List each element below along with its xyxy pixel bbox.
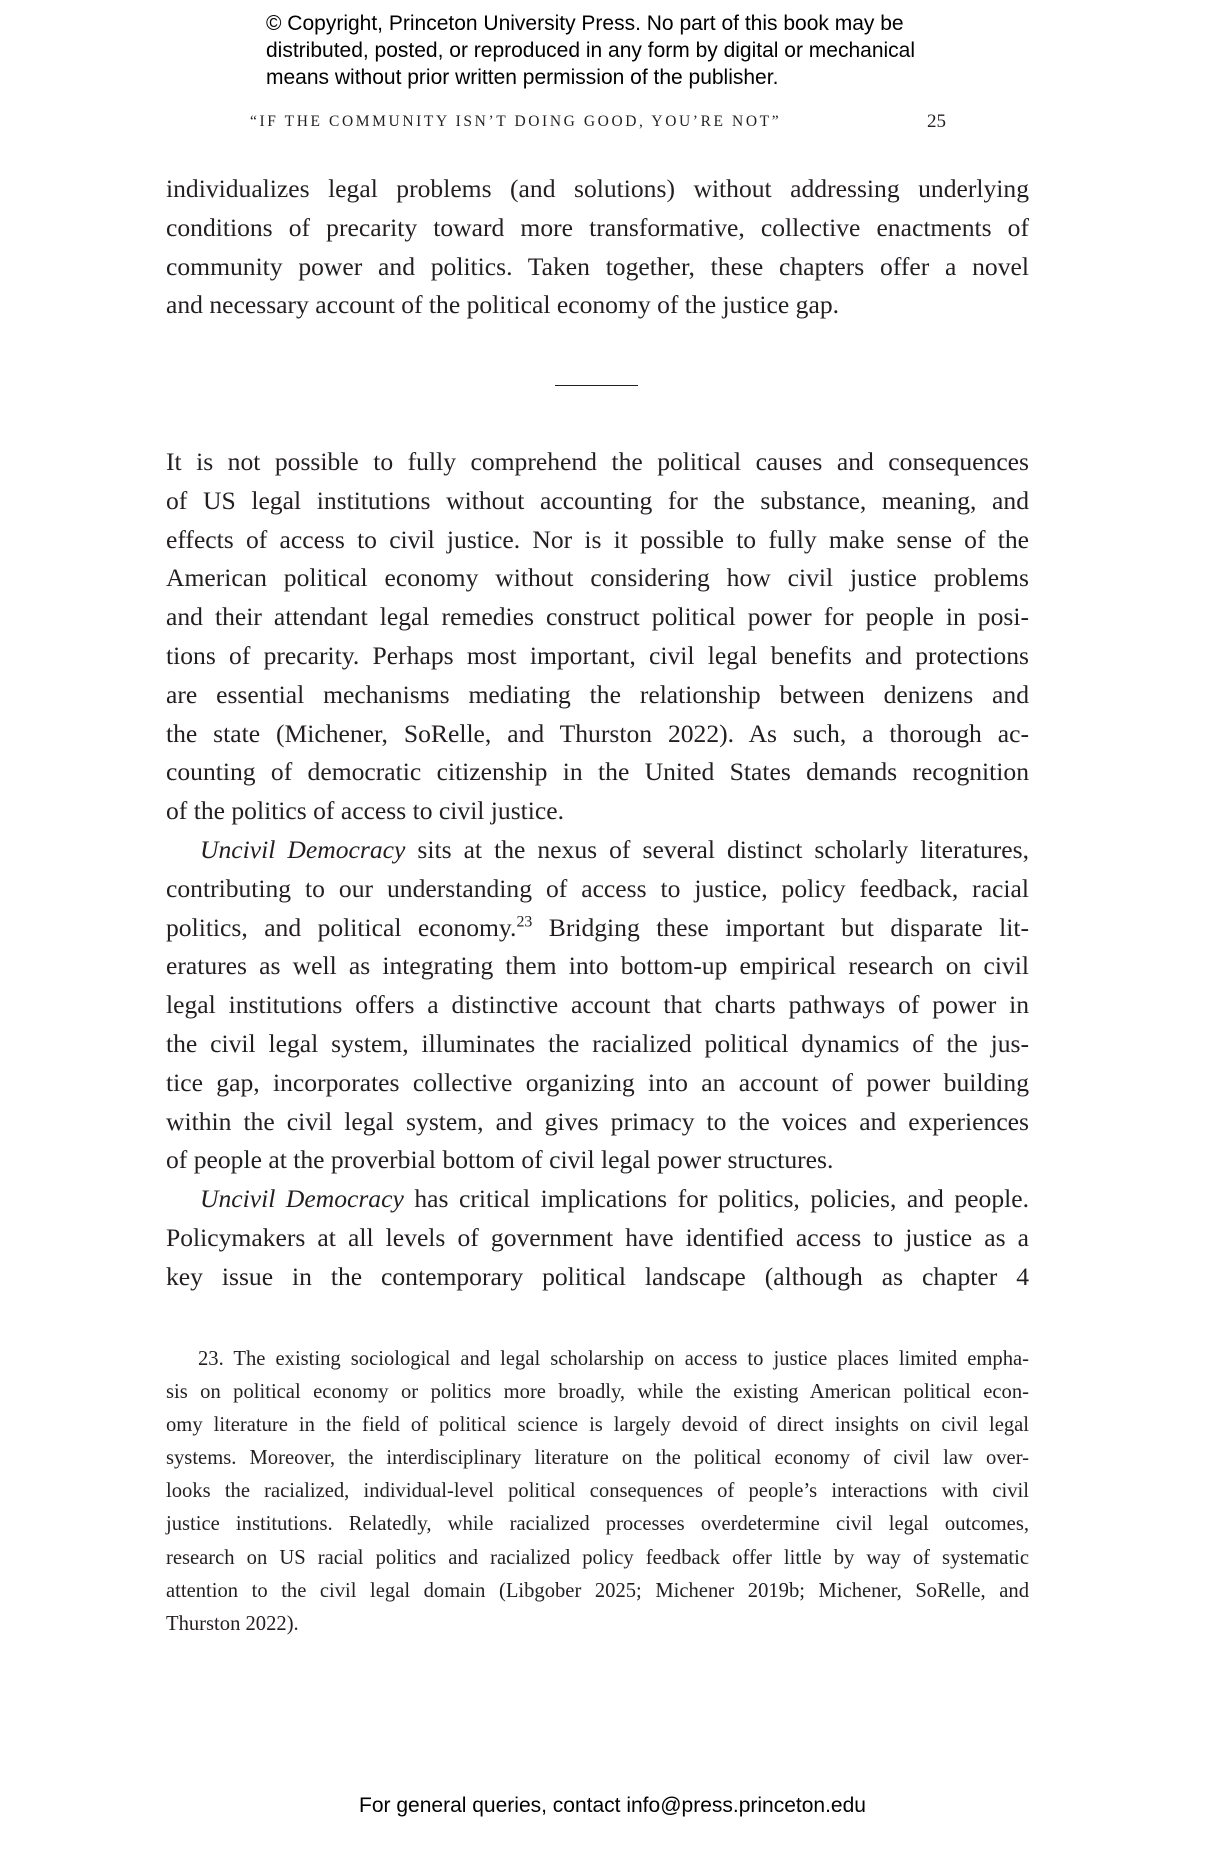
text-segment: looks the racialized, individual-level political consequences of people’s interactions with civil xyxy=(166,1480,1029,1503)
text-segment: American political economy without considering how civil justice problems xyxy=(166,563,1029,593)
text-segment: within the civil legal system, and gives primacy to the voices and experiences xyxy=(166,1106,1029,1136)
text-line xyxy=(166,1442,1029,1475)
text-line xyxy=(166,209,1029,248)
text-segment: systems. Moreover, the interdisciplinary literature on the political economy of civil law over- xyxy=(166,1447,1029,1470)
text-line xyxy=(166,637,1029,676)
text-segment: individualizes legal problems (and solutions) without addressing underlying xyxy=(166,174,1029,203)
text-segment: effects of access to civil justice. Nor is it possible to fully make sense of the xyxy=(166,524,1029,554)
text-segment: of US legal institutions without accounting for the substance, meaning, and xyxy=(166,485,1029,515)
body-text-block-2 xyxy=(166,443,1029,1297)
text-segment: of people at the proverbial bottom of civil legal power structures. xyxy=(166,1145,834,1175)
footnote-23 xyxy=(166,1343,1029,1641)
text-segment: justice institutions. Relatedly, while racialized processes overdetermine civil legal outcomes, xyxy=(166,1513,1029,1536)
text-segment: It is not possible to fully comprehend the political causes and consequences xyxy=(166,447,1029,476)
text-segment: 23. The existing sociological and legal scholarship on access to justice places limited empha- xyxy=(198,1348,1029,1370)
text-segment: the civil legal system, illuminates the racialized political dynamics of the jus- xyxy=(166,1028,1029,1058)
text-line xyxy=(166,986,1029,1025)
text-line xyxy=(166,870,1029,909)
copyright-notice xyxy=(266,10,915,91)
text-line xyxy=(166,443,1029,482)
text-line xyxy=(166,1409,1029,1442)
text-line xyxy=(166,676,1029,715)
running-head xyxy=(250,113,946,131)
text-line xyxy=(166,1141,1029,1180)
text-line xyxy=(166,753,1029,792)
book-title-italic: Uncivil Democracy xyxy=(200,1184,404,1214)
text-segment: and necessary account of the political economy of the justice gap. xyxy=(166,290,840,320)
text-line xyxy=(166,831,1029,870)
text-segment: attention to the civil legal domain (Libgober 2025; Michener 2019b; Michener, SoRelle, and xyxy=(166,1579,1029,1602)
text-line xyxy=(166,1475,1029,1508)
text-segment: are essential mechanisms mediating the relationship between denizens and xyxy=(166,679,1029,709)
text-line xyxy=(166,947,1029,986)
section-break-rule xyxy=(555,385,638,386)
text-line xyxy=(166,1608,1029,1641)
text-line xyxy=(166,559,1029,598)
text-segment: omy literature in the field of political science is largely devoid of direct insights on civil legal xyxy=(166,1414,1029,1437)
text-line xyxy=(166,1343,1029,1376)
text-segment: has critical implications for politics, policies, and people. xyxy=(403,1184,1029,1214)
text-line xyxy=(166,1219,1029,1258)
text-line xyxy=(166,1064,1029,1103)
text-line xyxy=(166,598,1029,637)
text-segment: Thurston 2022). xyxy=(166,1612,299,1635)
text-segment: tice gap, incorporates collective organizing into an account of power building xyxy=(166,1067,1029,1097)
text-line xyxy=(166,1025,1029,1064)
copyright-line: means without prior written permission of the publisher. xyxy=(266,66,779,89)
text-segment: contributing to our understanding of access to justice, policy feedback, racial xyxy=(166,873,1029,903)
text-segment: sits at the nexus of several distinct scholarly literatures, xyxy=(405,834,1029,864)
text-segment: and their attendant legal remedies construct political power for people in posi- xyxy=(166,602,1029,632)
text-line xyxy=(166,1180,1029,1219)
copyright-line: distributed, posted, or reproduced in any form by digital or mechanical xyxy=(266,39,916,62)
text-segment: legal institutions offers a distinctive account that charts pathways of power in xyxy=(166,990,1029,1020)
text-line xyxy=(166,909,1029,948)
text-line xyxy=(166,715,1029,754)
text-line xyxy=(166,1542,1029,1575)
footnote-reference: 23 xyxy=(516,913,533,931)
text-segment: research on US racial politics and racialized policy feedback offer little by way of systematic xyxy=(166,1546,1029,1569)
text-segment: Policymakers at all levels of government have identified access to justice as a xyxy=(166,1222,1029,1252)
text-line xyxy=(166,792,1029,831)
body-text-block-1 xyxy=(166,170,1029,325)
text-segment: politics, and political economy. xyxy=(166,912,517,942)
text-line xyxy=(166,286,1029,325)
footer-contact: For general queries, contact info@press.princeton.edu xyxy=(359,1794,866,1817)
text-segment: tions of precarity. Perhaps most important, civil legal benefits and protections xyxy=(166,640,1029,670)
text-segment: the state (Michener, SoRelle, and Thurston 2022). As such, a thorough ac- xyxy=(166,718,1029,748)
text-line xyxy=(166,1575,1029,1608)
text-segment: Bridging these important but disparate lit- xyxy=(532,912,1029,942)
text-line xyxy=(166,1376,1029,1409)
text-segment: counting of democratic citizenship in the United States demands recognition xyxy=(166,757,1029,787)
copyright-line: © Copyright, Princeton University Press. No part of this book may be xyxy=(266,12,904,35)
text-segment: of the politics of access to civil justice. xyxy=(166,796,565,826)
text-line xyxy=(166,482,1029,521)
text-line xyxy=(166,170,1029,209)
text-line xyxy=(166,248,1029,287)
text-segment: key issue in the contemporary political landscape (although as chapter 4 xyxy=(166,1261,1029,1291)
text-segment: sis on political economy or politics more broadly, while the existing American political econ- xyxy=(166,1381,1029,1404)
text-line xyxy=(166,1258,1029,1297)
running-head-title: “IF THE COMMUNITY ISN’T DOING GOOD, YOU’RE NOT” xyxy=(250,113,782,130)
text-line xyxy=(166,1103,1029,1142)
page-number: 25 xyxy=(927,111,946,132)
book-title-italic: Uncivil Democracy xyxy=(200,834,406,864)
text-line xyxy=(166,1508,1029,1541)
text-line xyxy=(166,521,1029,560)
text-segment: community power and politics. Taken together, these chapters offer a novel xyxy=(166,251,1029,281)
text-segment: conditions of precarity toward more transformative, collective enactments of xyxy=(166,212,1029,242)
text-segment: eratures as well as integrating them into bottom-up empirical research on civil xyxy=(166,951,1029,981)
